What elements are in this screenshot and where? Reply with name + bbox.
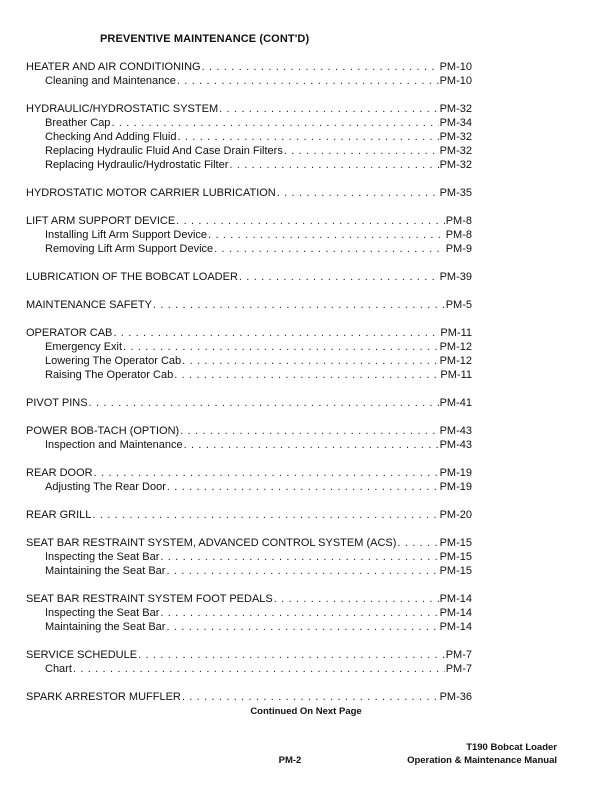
toc-page-ref: PM-32 xyxy=(439,103,472,115)
toc-entry-label: Installing Lift Arm Support Device xyxy=(45,229,208,241)
dot-leader xyxy=(160,550,438,564)
footer-page-number: PM-2 xyxy=(278,755,302,766)
toc-subentry[interactable] xyxy=(26,662,472,676)
dot-leader xyxy=(111,116,438,130)
toc-group xyxy=(26,648,472,676)
toc-entry-label: Inspection and Maintenance xyxy=(45,439,183,451)
toc-page-ref: PM-41 xyxy=(439,397,472,409)
toc-page-ref: PM-11 xyxy=(440,327,472,339)
toc-entry[interactable] xyxy=(26,186,472,200)
toc-entry[interactable] xyxy=(26,648,472,662)
toc-entry[interactable] xyxy=(26,592,472,606)
dot-leader xyxy=(176,214,445,228)
toc-page-ref: PM-12 xyxy=(439,341,472,353)
toc-entry[interactable] xyxy=(26,60,472,74)
toc-page-ref: PM-32 xyxy=(439,159,472,171)
toc-entry-label: SEAT BAR RESTRAINT SYSTEM, ADVANCED CONTROL SYSTEM (ACS) xyxy=(26,537,397,549)
dot-leader xyxy=(184,438,439,452)
dot-leader xyxy=(153,298,445,312)
toc-subentry[interactable] xyxy=(26,242,472,256)
dot-leader xyxy=(277,186,439,200)
toc-group xyxy=(26,214,472,256)
toc-group xyxy=(26,690,472,704)
toc-entry[interactable] xyxy=(26,424,472,438)
dot-leader xyxy=(202,60,439,74)
toc-entry-label: SERVICE SCHEDULE xyxy=(26,649,138,661)
toc-entry[interactable] xyxy=(26,326,472,340)
toc-entry[interactable] xyxy=(26,214,472,228)
toc-group xyxy=(26,466,472,494)
footer-manual-title: Operation & Maintenance Manual xyxy=(407,755,557,766)
toc-entry-label: Inspecting the Seat Bar xyxy=(45,551,160,563)
toc-entry-label: PIVOT PINS xyxy=(26,397,88,409)
toc-page-ref: PM-7 xyxy=(445,663,472,675)
toc-page-ref: PM-10 xyxy=(439,61,472,73)
toc-group xyxy=(26,270,472,284)
toc-entry-label: REAR DOOR xyxy=(26,467,93,479)
dot-leader xyxy=(214,242,445,256)
footer-model: T190 Bobcat Loader xyxy=(466,742,557,753)
dot-leader xyxy=(177,74,439,88)
toc-subentry[interactable] xyxy=(26,158,472,172)
dot-leader xyxy=(89,396,439,410)
toc-entry-label: LUBRICATION OF THE BOBCAT LOADER xyxy=(26,271,238,283)
toc-page-ref: PM-14 xyxy=(439,607,472,619)
toc-page-ref: PM-32 xyxy=(439,145,472,157)
toc-group xyxy=(26,326,472,382)
toc-page-ref: PM-34 xyxy=(439,117,472,129)
toc-subentry[interactable] xyxy=(26,74,472,88)
toc-page-ref: PM-32 xyxy=(439,131,472,143)
toc-entry-label: Removing Lift Arm Support Device xyxy=(45,243,214,255)
toc-page-ref: PM-20 xyxy=(439,509,472,521)
dot-leader xyxy=(274,592,439,606)
toc-subentry[interactable] xyxy=(26,606,472,620)
toc-page-ref: PM-14 xyxy=(439,593,472,605)
toc-entry-label: SPARK ARRESTOR MUFFLER xyxy=(26,691,181,703)
continued-note: Continued On Next Page xyxy=(250,706,362,717)
toc-entry-label: Chart xyxy=(45,663,72,675)
toc-subentry[interactable] xyxy=(26,340,472,354)
dot-leader xyxy=(73,662,445,676)
toc-entry-label: Replacing Hydraulic Fluid And Case Drain Filters xyxy=(45,145,283,157)
toc-page-ref: PM-8 xyxy=(445,229,472,241)
toc-group xyxy=(26,186,472,200)
toc-subentry[interactable] xyxy=(26,480,472,494)
toc-subentry[interactable] xyxy=(26,368,472,382)
dot-leader xyxy=(123,340,439,354)
toc-page-ref: PM-39 xyxy=(439,271,472,283)
toc-page-ref: PM-7 xyxy=(445,649,472,661)
toc-page-ref: PM-43 xyxy=(439,425,472,437)
toc-subentry[interactable] xyxy=(26,354,472,368)
toc-group xyxy=(26,60,472,88)
toc-page-ref: PM-10 xyxy=(439,75,472,87)
dot-leader xyxy=(160,606,438,620)
toc-group xyxy=(26,592,472,634)
toc-group xyxy=(26,424,472,452)
toc-subentry[interactable] xyxy=(26,116,472,130)
toc-page-ref: PM-12 xyxy=(439,355,472,367)
toc-page-ref: PM-14 xyxy=(439,621,472,633)
dot-leader xyxy=(239,270,439,284)
dot-leader xyxy=(174,368,439,382)
toc-group xyxy=(26,396,472,410)
toc-entry[interactable] xyxy=(26,102,472,116)
toc-entry[interactable] xyxy=(26,396,472,410)
toc-entry-label: Lowering The Operator Cab xyxy=(45,355,182,367)
toc-entry-label: Emergency Exit xyxy=(45,341,123,353)
toc-entry-label: Checking And Adding Fluid xyxy=(45,131,177,143)
toc-entry-label: Cleaning and Maintenance xyxy=(45,75,176,87)
toc-subentry[interactable] xyxy=(26,130,472,144)
toc-page-ref: PM-5 xyxy=(445,299,472,311)
toc-entry[interactable] xyxy=(26,536,472,550)
dot-leader xyxy=(182,690,439,704)
toc-entry-label: HYDRAULIC/HYDROSTATIC SYSTEM xyxy=(26,103,219,115)
dot-leader xyxy=(208,228,445,242)
table-of-contents xyxy=(26,60,472,718)
toc-entry[interactable] xyxy=(26,690,472,704)
dot-leader xyxy=(229,158,438,172)
toc-page-ref: PM-35 xyxy=(439,187,472,199)
dot-leader xyxy=(92,508,438,522)
toc-entry-label: MAINTENANCE SAFETY xyxy=(26,299,152,311)
dot-leader xyxy=(138,648,445,662)
dot-leader xyxy=(166,620,438,634)
dot-leader xyxy=(177,130,438,144)
toc-page-ref: PM-15 xyxy=(439,551,472,563)
toc-entry[interactable] xyxy=(26,270,472,284)
toc-subentry[interactable] xyxy=(26,144,472,158)
toc-subentry[interactable] xyxy=(26,438,472,452)
dot-leader xyxy=(166,564,438,578)
toc-entry[interactable] xyxy=(26,466,472,480)
toc-subentry[interactable] xyxy=(26,564,472,578)
toc-group xyxy=(26,508,472,522)
toc-entry-label: HEATER AND AIR CONDITIONING xyxy=(26,61,201,73)
toc-entry[interactable] xyxy=(26,298,472,312)
dot-leader xyxy=(219,102,438,116)
toc-group xyxy=(26,536,472,578)
toc-subentry[interactable] xyxy=(26,228,472,242)
toc-entry-label: Breather Cap xyxy=(45,117,111,129)
toc-entry-label: POWER BOB-TACH (OPTION) xyxy=(26,425,180,437)
toc-entry-label: LIFT ARM SUPPORT DEVICE xyxy=(26,215,176,227)
toc-entry-label: REAR GRILL xyxy=(26,509,92,521)
toc-page-ref: PM-15 xyxy=(439,537,472,549)
toc-entry-label: Raising The Operator Cab xyxy=(45,369,174,381)
toc-subentry[interactable] xyxy=(26,550,472,564)
toc-page-ref: PM-9 xyxy=(445,243,472,255)
dot-leader xyxy=(182,354,438,368)
toc-page-ref: PM-11 xyxy=(440,369,472,381)
toc-entry-label: HYDROSTATIC MOTOR CARRIER LUBRICATION xyxy=(26,187,276,199)
toc-entry[interactable] xyxy=(26,508,472,522)
toc-entry-label: Adjusting The Rear Door xyxy=(45,481,166,493)
toc-entry-label: SEAT BAR RESTRAINT SYSTEM FOOT PEDALS xyxy=(26,593,273,605)
dot-leader xyxy=(397,536,438,550)
toc-page-ref: PM-8 xyxy=(445,215,472,227)
page-title: PREVENTIVE MAINTENANCE (CONT'D) xyxy=(100,33,310,45)
toc-group xyxy=(26,298,472,312)
toc-page-ref: PM-36 xyxy=(439,691,472,703)
toc-subentry[interactable] xyxy=(26,620,472,634)
toc-entry-label: Inspecting the Seat Bar xyxy=(45,607,160,619)
toc-page-ref: PM-43 xyxy=(439,439,472,451)
toc-page-ref: PM-15 xyxy=(439,565,472,577)
dot-leader xyxy=(180,424,438,438)
dot-leader xyxy=(167,480,439,494)
toc-entry-label: OPERATOR CAB xyxy=(26,327,113,339)
dot-leader xyxy=(113,326,439,340)
dot-leader xyxy=(284,144,439,158)
toc-entry-label: Maintaining the Seat Bar xyxy=(45,565,166,577)
toc-entry-label: Replacing Hydraulic/Hydrostatic Filter xyxy=(45,159,229,171)
toc-group xyxy=(26,102,472,172)
toc-page-ref: PM-19 xyxy=(439,467,472,479)
toc-page-ref: PM-19 xyxy=(439,481,472,493)
toc-entry-label: Maintaining the Seat Bar xyxy=(45,621,166,633)
dot-leader xyxy=(94,466,439,480)
